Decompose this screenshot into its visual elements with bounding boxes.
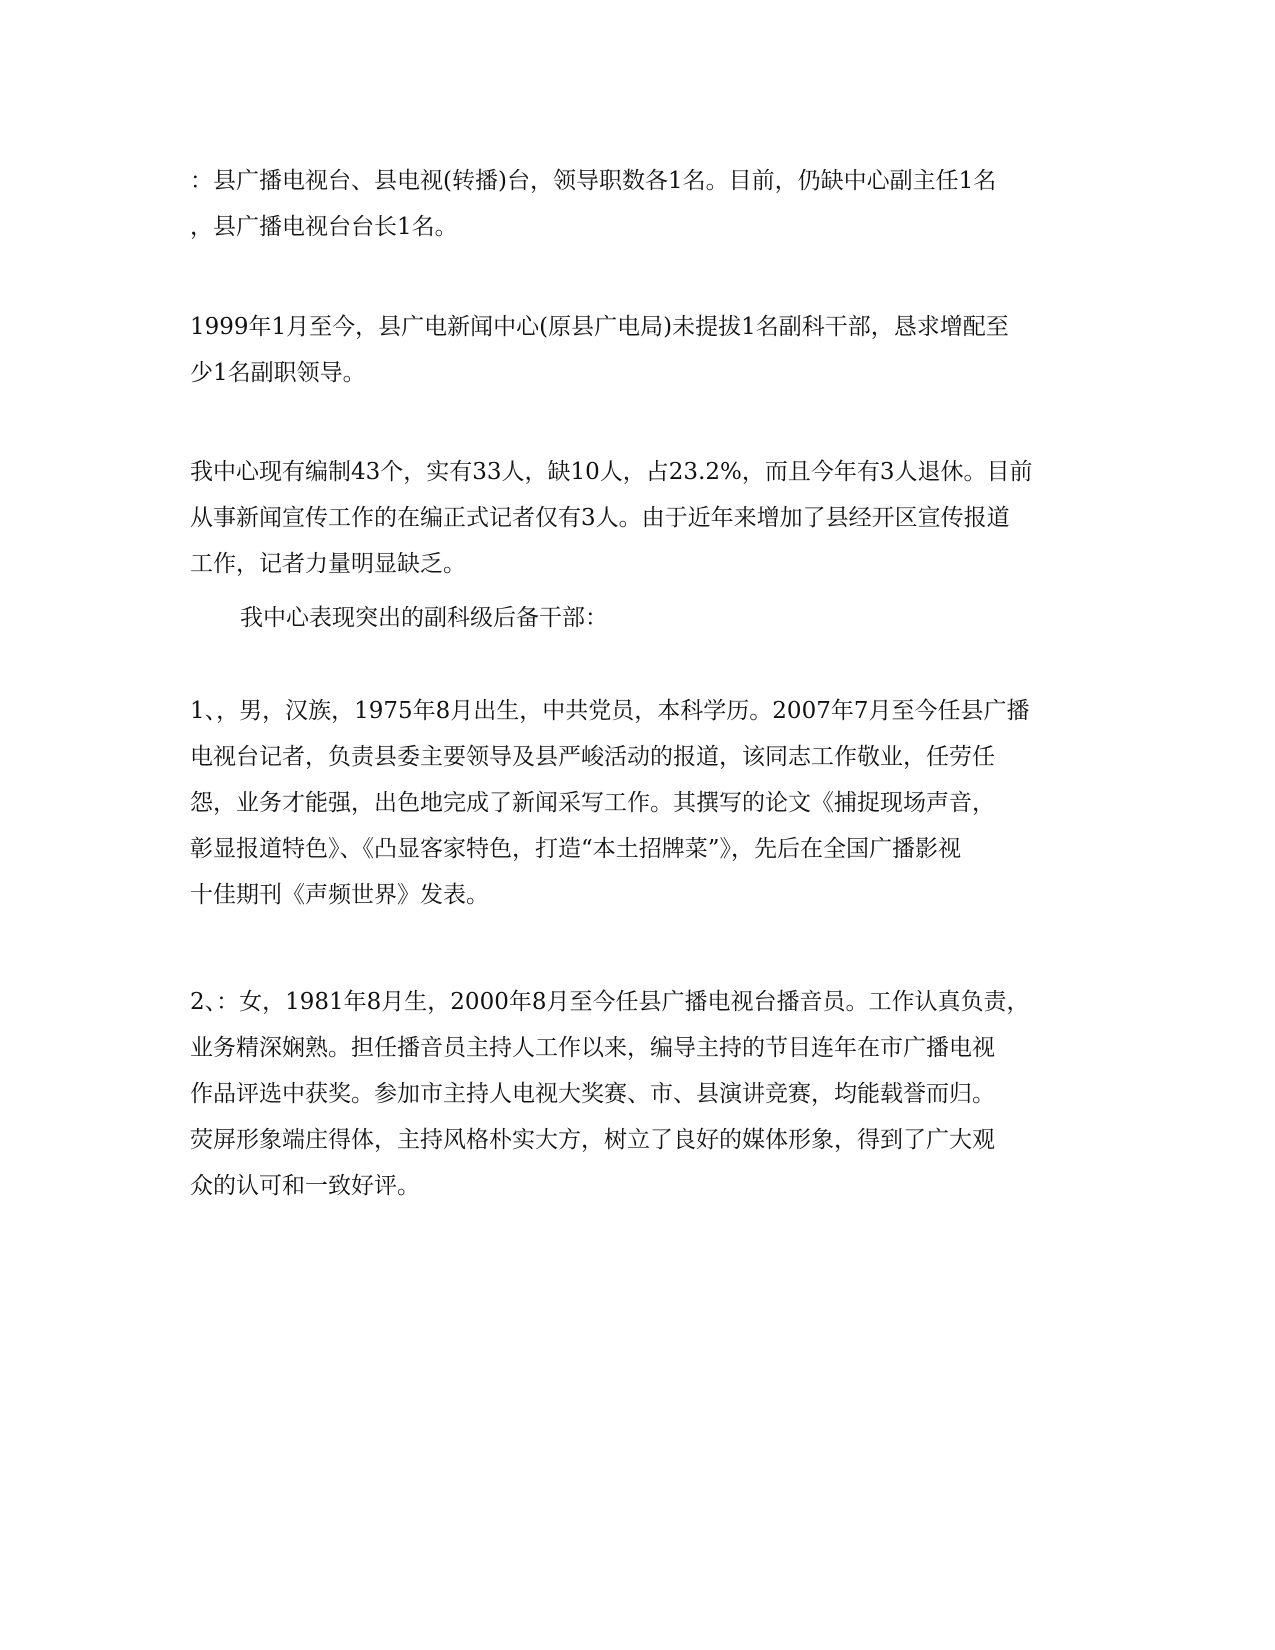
paragraph-cadre-1: 1、，男，汉族，1975年8月出生，中共党员，本科学历。2007年7月至今任县广播 电视台记者，负责县委主要领导及县严峻活动的报道，该同志工作敬业，任劳任 怨，业务才能强，出色地完成了新闻采写工作。其撰写的论文《捕捉现场声音， 彰显报道特色》、《凸显客家特色，打造“本土招牌菜”》，先后在全国广播影视 十佳期刊《声频世界》发表。 — [190, 698, 1030, 908]
paragraph-cadre-2: 2、：女，1981年8月生，2000年8月至今任县广播电视台播音员。工作认真负责， 业务精深娴熟。担任播音员主持人工作以来，编导主持的节目连年在市广播电视 作品评选中获奖。参加市主持人电视大奖赛、市、县演讲竞赛，均能载誉而归。 荧屏形象端庄得体，主持风格朴实大方，树立了良好的媒体形象，得到了广大观 众的认可和一致好评。 — [190, 989, 1030, 1199]
paragraph-promotion-request: 1999年1月至今，县广电新闻中心(原县广电局)未提拔1名副科干部，恳求增配至 少1名副职领导。 — [190, 314, 1009, 386]
paragraph-staffing: 我中心现有编制43个，实有33人，缺10人，占23.2%，而且今年有3人退休。目前 从事新闻宣传工作的在编正式记者仅有3人。由于近年来增加了县经开区宣传报道 工作，记者力量明显缺乏。 — [190, 459, 1033, 577]
paragraph-reserve-cadres-heading: 我中心表现突出的副科级后备干部： — [240, 605, 608, 631]
paragraph-leadership-positions: ：县广播电视台、县电视(转播)台，领导职数各1名。目前，仍缺中心副主任1名 ，县广播电视台台长1名。 — [190, 168, 997, 240]
